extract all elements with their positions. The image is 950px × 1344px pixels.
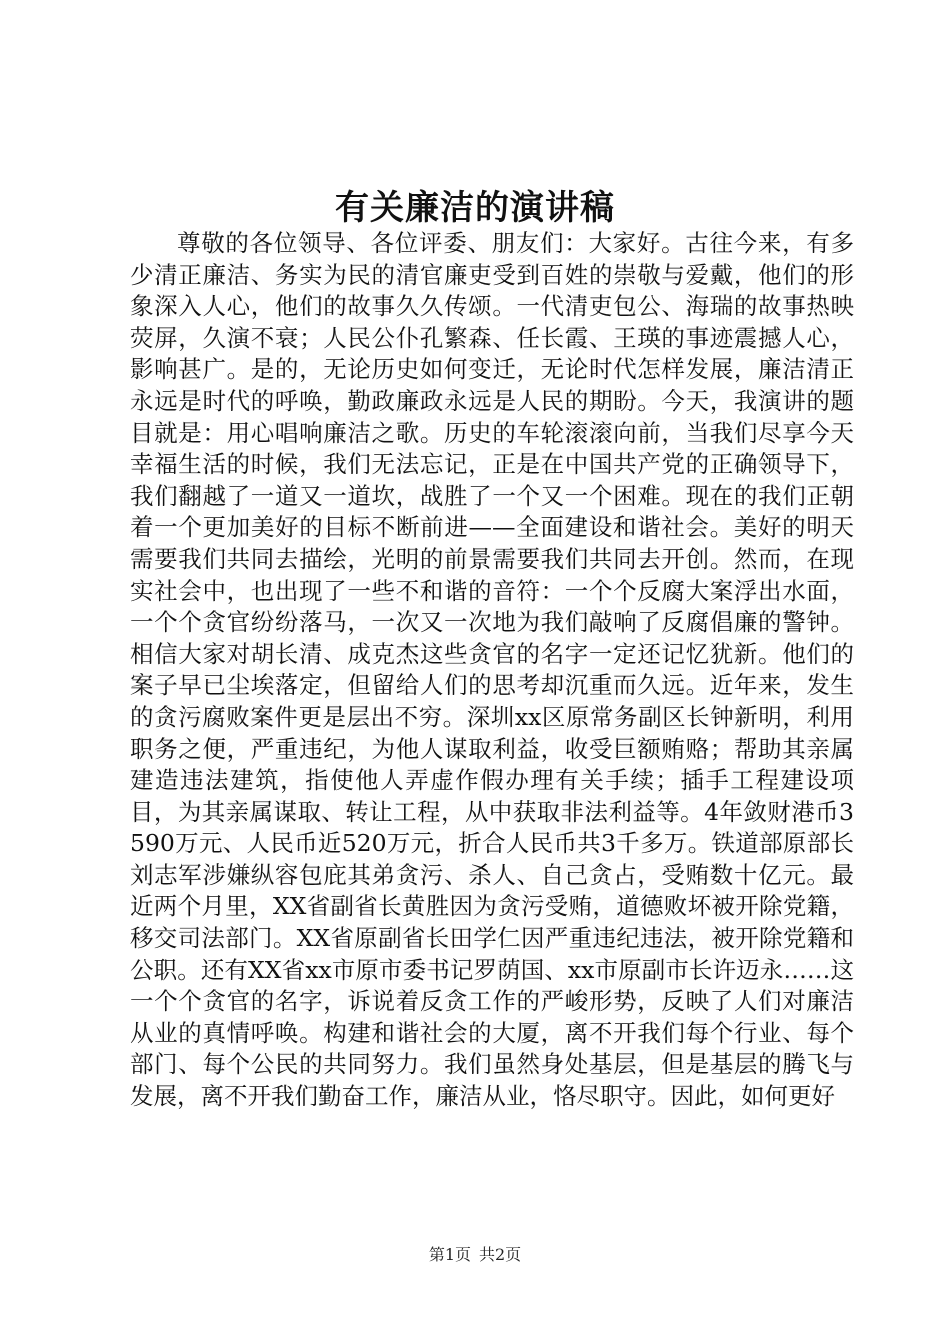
page-number-current: 第1页 [428,1245,471,1264]
page-footer [0,1244,950,1266]
document-title: 有关廉洁的演讲稿 [335,188,615,228]
page-number-total: 共2页 [479,1245,522,1264]
document-body-paragraph: 尊敬的各位领导、各位评委、朋友们：大家好。古往今来，有多少清正廉洁、务实为民的清官廉吏受到百姓的崇敬与爱戴，他们的形象深入人心，他们的故事久久传颂。一代清吏包公、海瑞的故事热映荧屏，久演不衰；人民公仆孔繁森、任长霞、王瑛的事迹震撼人心，影响甚广。是的，无论历史如何变迁，无论时代怎样发展，廉洁清正永远是时代的呼唤，勤政廉政永远是人民的期盼。今天，我演讲的题目就是：用心唱响廉洁之歌。历史的车轮滚滚向前，当我们尽享今天幸福生活的时候，我们无法忘记，正是在中国共产党的正确领导下，我们翻越了一道又一道坎，战胜了一个又一个困难。现在的我们正朝着一个更加美好的目标不断前进——全面建设和谐社会。美好的明天需要我们共同去描绘，光明的前景需要我们共同去开创。然而，在现实社会中，也出现了一些不和谐的音符：一个个反腐大案浮出水面，一个个贪官纷纷落马，一次又一次地为我们敲响了反腐倡廉的警钟。相信大家对胡长清、成克杰这些贪官的名字一定还记忆犹新。他们的案子早已尘埃落定，但留给人们的思考却沉重而久远。近年来，发生的贪污腐败案件更是层出不穷。深圳xx区原常务副区长钟新明，利用职务之便，严重违纪，为他人谋取利益，收受巨额贿赂；帮助其亲属建造违法建筑，指使他人弄虚作假办理有关手续；插手工程建设项目，为其亲属谋取、转让工程，从中获取非法利益等。4年敛财港币3590万元、人民币近520万元，折合人民币共3千多万。铁道部原部长刘志军涉嫌纵容包庇其弟贪污、杀人、自己贪占，受贿数十亿元。最近两个月里，XX省副省长黄胜因为贪污受贿，道德败坏被开除党籍，移交司法部门。XX省原副省长田学仁因严重违纪违法，被开除党籍和公职。还有XX省xx市原市委书记罗荫国、xx市原副市长许迈永……这一个个贪官的名字，诉说着反贪工作的严峻形势，反映了人们对廉洁从业的真情呼唤。构建和谐社会的大厦，离不开我们每个行业、每个部门、每个公民的共同努力。我们虽然身处基层，但是基层的腾飞与发展，离不开我们勤奋工作，廉洁从业，恪尽职守。因此，如何更好 [130,229,854,1111]
